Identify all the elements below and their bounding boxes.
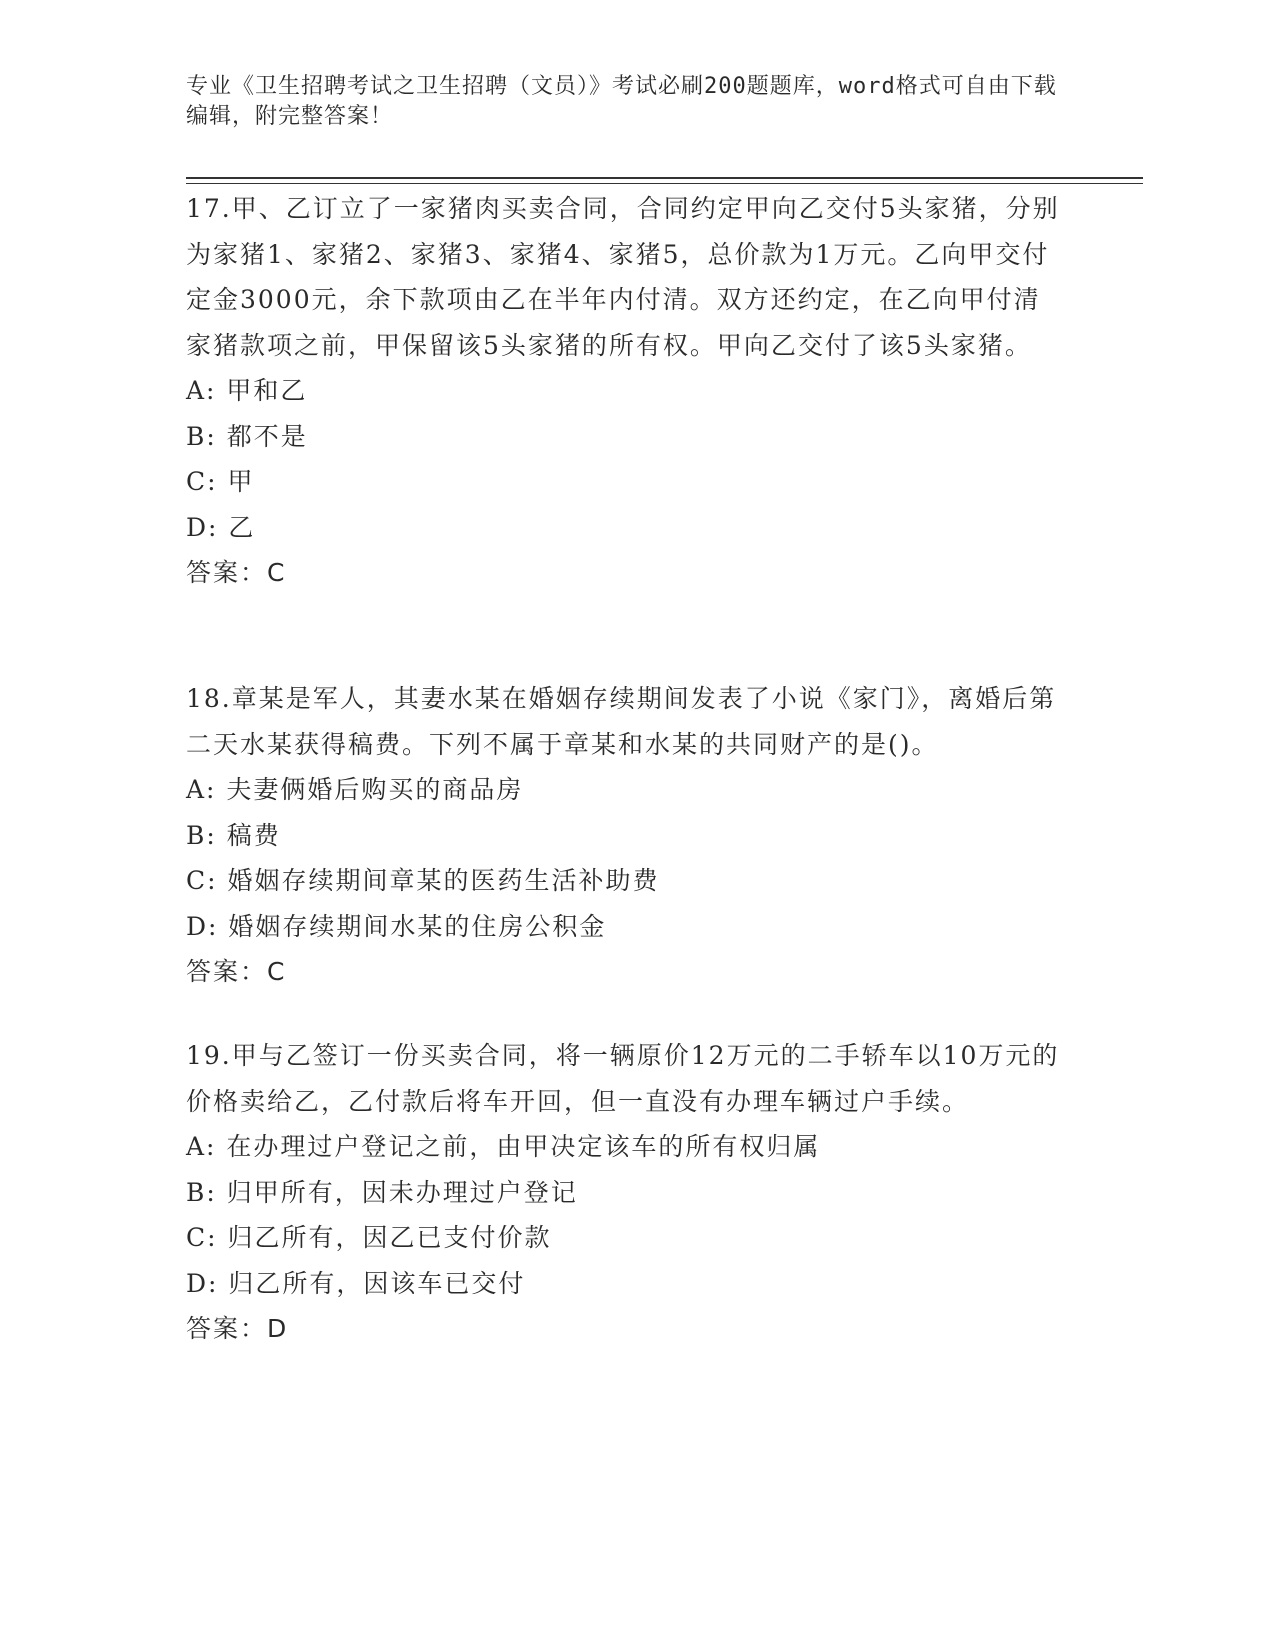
question-18 <box>186 676 1066 995</box>
option-c: C: 归乙所有，因乙已支付价款 <box>186 1223 552 1252</box>
question-stem: 19.甲与乙签订一份买卖合同，将一辆原价12万元的二手轿车以10万元的价格卖给乙，乙付款后将车开回，但一直没有办理车辆过户手续。 <box>186 1041 1060 1116</box>
option-c: C: 婚姻存续期间章某的医药生活补助费 <box>186 866 660 895</box>
document-header: 专业《卫生招聘考试之卫生招聘（文员）》考试必刷200题题库，word格式可自由下载编辑，附完整答案！ <box>186 74 1057 129</box>
option-d: D: 婚姻存续期间水某的住房公积金 <box>186 911 607 941</box>
option-d: D: 乙 <box>186 512 256 542</box>
option-a: A: 甲和乙 <box>186 376 308 405</box>
question-19 <box>186 1033 1066 1352</box>
answer-label: 答案：C <box>186 957 287 986</box>
option-b: B: 稿费 <box>186 820 281 850</box>
question-stem: 18.章某是军人，其妻水某在婚姻存续期间发表了小说《家门》，离婚后第二天水某获得稿费。下列不属于章某和水某的共同财产的是()。 <box>186 684 1057 759</box>
question-stem: 17.甲、乙订立了一家猪肉买卖合同，合同约定甲向乙交付5头家猪，分别为家猪1、家猪2、家猪3、家猪4、家猪5，总价款为1万元。乙向甲交付定金3000元，余下款项由乙在半年内付清。双方还约定，在乙向甲付清家猪款项之前，甲保留该5头家猪的所有权。甲向乙交付了该5头家猪。 <box>186 194 1060 360</box>
option-d: D: 归乙所有，因该车已交付 <box>186 1268 526 1298</box>
answer-label: 答案：D <box>186 1314 289 1343</box>
option-a: A: 夫妻俩婚后购买的商品房 <box>186 775 524 804</box>
answer-label: 答案：C <box>186 558 287 587</box>
option-a: A: 在办理过户登记之前，由甲决定该车的所有权归属 <box>186 1132 821 1161</box>
header-rule-thick <box>186 177 1143 179</box>
question-17 <box>186 186 1066 596</box>
option-c: C: 甲 <box>186 467 255 496</box>
option-b: B: 归甲所有，因未办理过户登记 <box>186 1177 578 1207</box>
header-rule-thin <box>186 183 1143 184</box>
option-b: B: 都不是 <box>186 421 308 451</box>
